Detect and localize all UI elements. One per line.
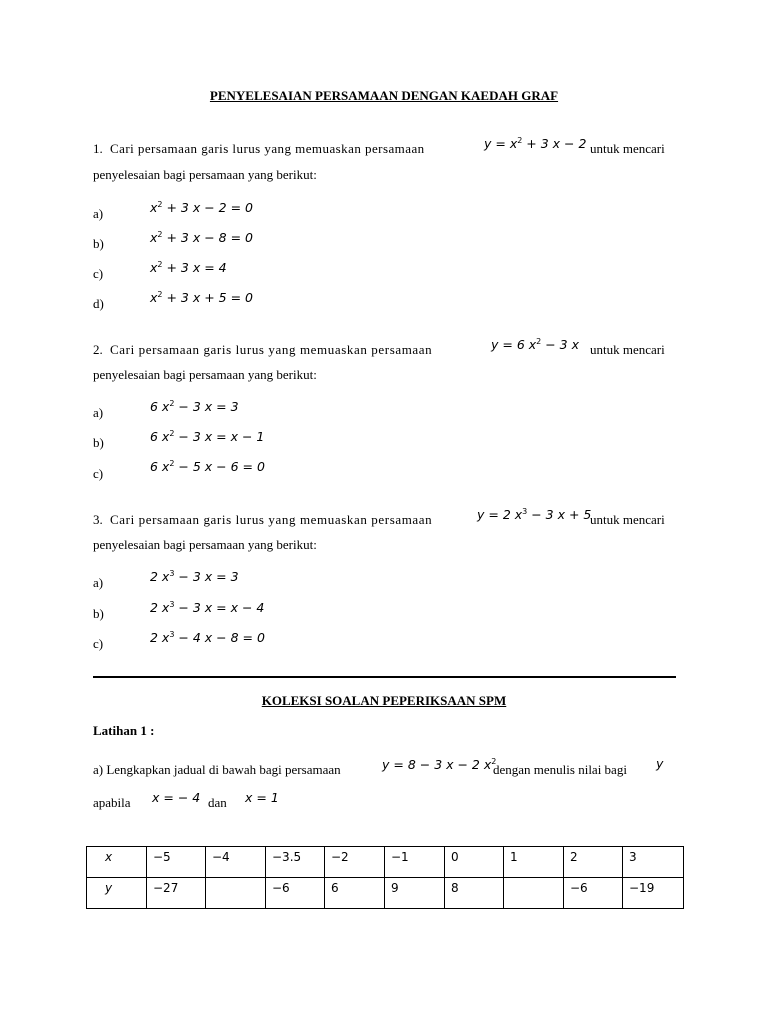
question-line2: penyelesaian bagi persamaan yang berikut: [93, 167, 317, 182]
x-cell: 2 [564, 847, 623, 878]
page-title: PENYELESAIAN PERSAMAAN DENGAN KAEDAH GRAF [209, 88, 559, 103]
part-label: a) [93, 405, 104, 420]
section-title: KOLEKSI SOALAN PEPERIKSAAN SPM [261, 693, 507, 708]
task-x1: x = − 4 [152, 790, 201, 805]
question-suffix: untuk mencari [590, 342, 665, 357]
question-1-equation: $y = x^2 + 3$ x − 2 [484, 136, 587, 151]
y-cell: −6 [564, 878, 623, 909]
y-cell: −19 [623, 878, 684, 909]
x-cell: −2 [325, 847, 385, 878]
part-equation: 2 $x^3 - 3$ x = 3 [150, 569, 239, 584]
x-cell: 3 [623, 847, 684, 878]
x-cell: −3.5 [266, 847, 325, 878]
x-cell: −4 [206, 847, 266, 878]
part-equation: 2 $x^3 - 3$ x = x − 4 [150, 600, 265, 615]
part-label: c) [93, 266, 104, 281]
part-equation: 2 $x^3 - 4$ x − 8 = 0 [150, 630, 265, 645]
part-equation: $x^2 + 3$ x − 2 = 0 [150, 200, 253, 215]
table-row-x [87, 847, 684, 878]
task-apabila: apabila [93, 795, 131, 810]
y-cell: 9 [385, 878, 445, 909]
task-middle: dengan menulis nilai bagi [493, 762, 627, 777]
part-label: b) [93, 606, 104, 621]
part-label: a) [93, 206, 104, 221]
task-dan: dan [208, 795, 227, 810]
value-table [86, 846, 684, 909]
question-suffix: untuk mencari [590, 512, 665, 527]
question-text: Cari persamaan garis lurus yang memuaskan persamaan [110, 342, 433, 357]
y-cell: −6 [266, 878, 325, 909]
part-equation: $x^2 + 3$ x − 8 = 0 [150, 230, 253, 245]
question-3-equation: y = 2 $x^3 - 3$ x + 5 [477, 507, 592, 522]
part-equation: $x^2 + 3$ x + 5 = 0 [150, 290, 253, 305]
part-label: c) [93, 636, 104, 651]
y-cell: 6 [325, 878, 385, 909]
part-equation: $x^2 + 3$ x = 4 [150, 260, 227, 275]
part-equation: 6 $x^2 - 3$ x = x − 1 [150, 429, 265, 444]
x-cell: 0 [445, 847, 504, 878]
task-variable: y [656, 756, 664, 771]
y-cell-blank[interactable] [206, 878, 266, 909]
question-3-intro [93, 512, 432, 528]
x-cell: −5 [147, 847, 206, 878]
question-2-equation: y = 6 $x^2 - 3$ x [491, 337, 579, 352]
part-equation: 6 $x^2 - 3$ x = 3 [150, 399, 239, 414]
y-header: y [87, 878, 147, 909]
table-row-y [87, 878, 684, 909]
x-cell: 1 [504, 847, 564, 878]
question-suffix: untuk mencari [590, 141, 665, 156]
question-2-intro [93, 342, 432, 358]
x-header: x [87, 847, 147, 878]
part-label: b) [93, 435, 104, 450]
part-label: d) [93, 296, 104, 311]
question-number: 2. [93, 342, 103, 357]
y-cell: −27 [147, 878, 206, 909]
part-label: a) [93, 575, 104, 590]
task-equation: y = 8 − 3 x − 2 $x^2$ [382, 757, 497, 772]
x-cell: −1 [385, 847, 445, 878]
part-label: b) [93, 236, 104, 251]
question-line2: penyelesaian bagi persamaan yang berikut: [93, 537, 317, 552]
question-line2: penyelesaian bagi persamaan yang berikut: [93, 367, 317, 382]
question-text: Cari persamaan garis lurus yang memuaskan persamaan [110, 512, 433, 527]
exercise-heading: Latihan 1 : [93, 723, 155, 738]
part-label: c) [93, 466, 104, 481]
question-number: 3. [93, 512, 103, 527]
y-cell-blank[interactable] [504, 878, 564, 909]
task-x2: x = 1 [245, 790, 279, 805]
task-text: a) Lengkapkan jadual di bawah bagi persamaan [93, 762, 341, 777]
part-equation: 6 $x^2 - 5$ x − 6 = 0 [150, 459, 265, 474]
section-divider [93, 676, 676, 678]
y-cell: 8 [445, 878, 504, 909]
question-number: 1. [93, 141, 103, 156]
question-1-intro [93, 141, 676, 157]
question-text: Cari persamaan garis lurus yang memuaskan persamaan [110, 141, 425, 156]
